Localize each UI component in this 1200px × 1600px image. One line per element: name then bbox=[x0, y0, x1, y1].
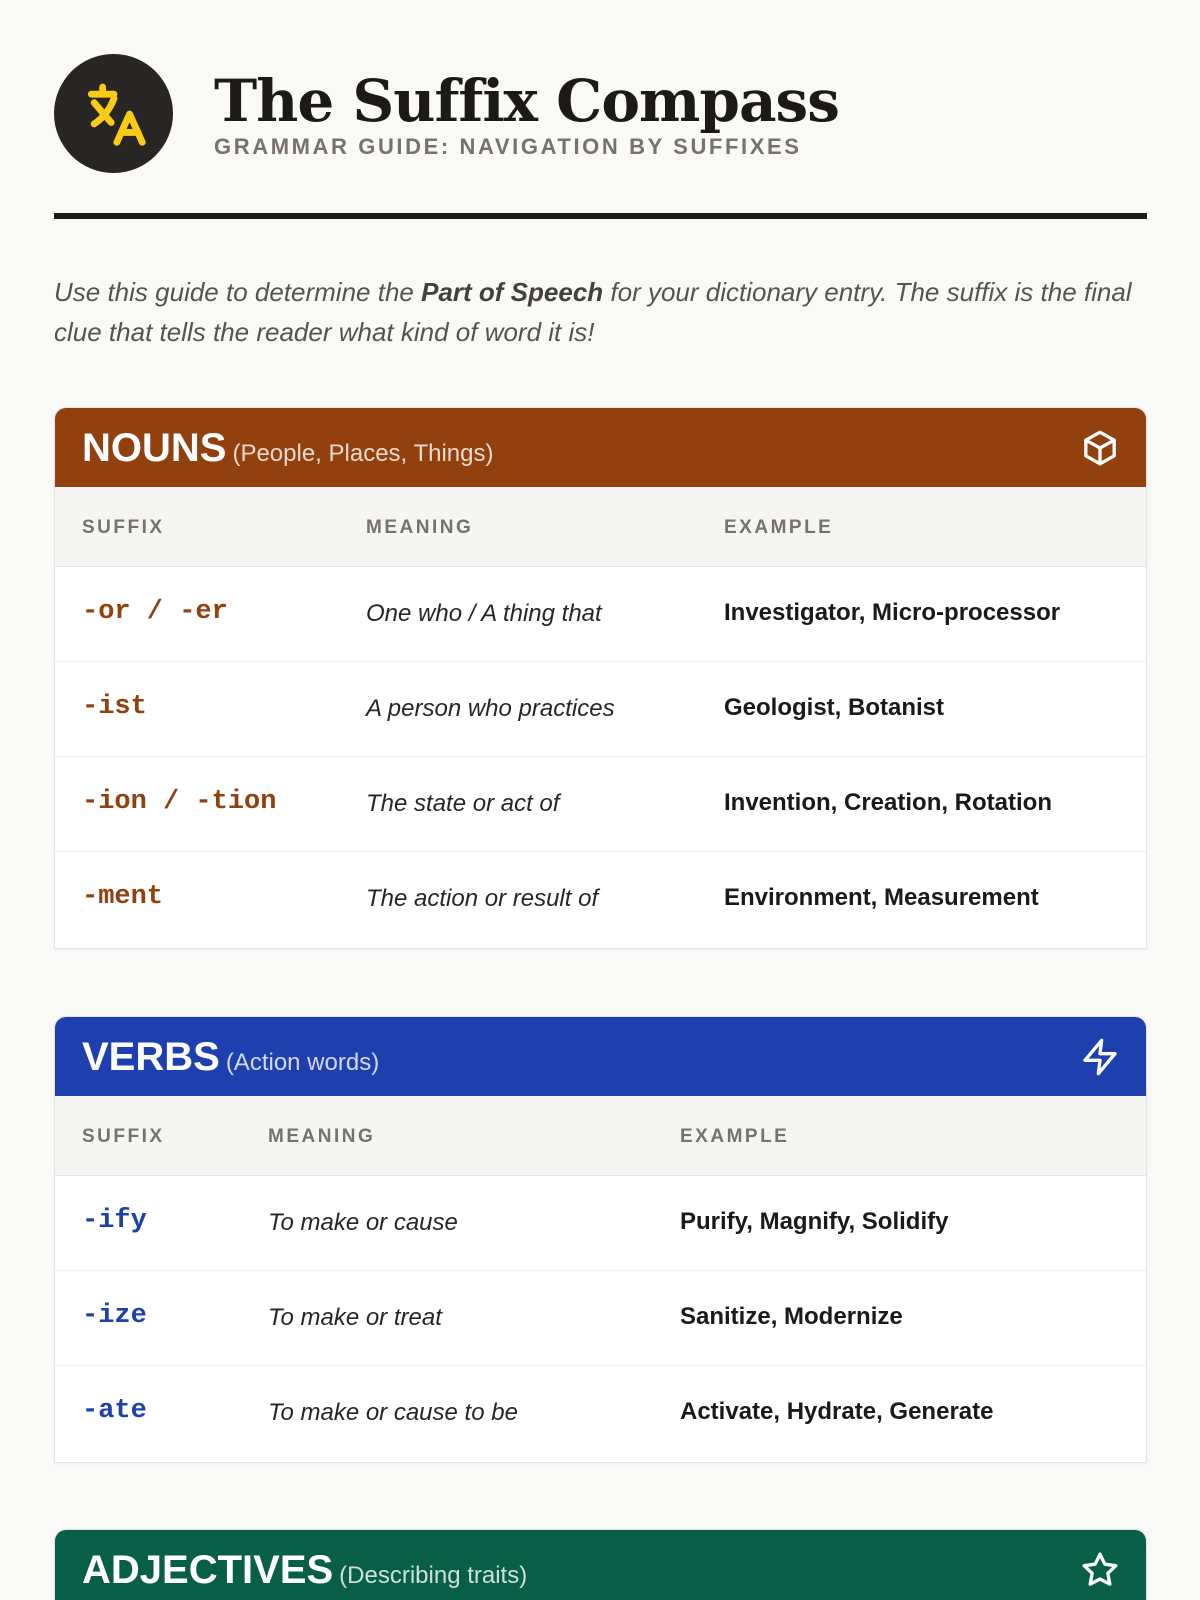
verbs-title-text: VERBS bbox=[82, 1035, 220, 1079]
example-cell: Activate, Hydrate, Generate bbox=[680, 1398, 994, 1425]
example-cell: Environment, Measurement bbox=[724, 884, 1039, 911]
column-header-meaning: MEANING bbox=[366, 517, 474, 538]
example-cell: Sanitize, Modernize bbox=[680, 1303, 903, 1330]
translate-icon bbox=[80, 80, 148, 148]
table-row bbox=[55, 567, 1146, 662]
column-header-meaning: MEANING bbox=[268, 1126, 376, 1147]
adjectives-header bbox=[55, 1530, 1146, 1600]
lightning-icon bbox=[1080, 1037, 1120, 1077]
verbs-section bbox=[54, 1016, 1147, 1463]
meaning-cell: To make or cause bbox=[268, 1209, 458, 1236]
example-cell: Investigator, Micro-processor bbox=[724, 599, 1061, 626]
table-row bbox=[55, 757, 1146, 852]
intro-emphasis: Part of Speech bbox=[421, 277, 604, 307]
page-title: The Suffix Compass bbox=[214, 67, 839, 135]
nouns-title-text: NOUNS bbox=[82, 426, 227, 470]
cube-icon bbox=[1080, 428, 1120, 468]
verbs-table-header bbox=[55, 1096, 1146, 1176]
table-row bbox=[55, 1366, 1146, 1461]
suffix-cell: -ion / -tion bbox=[82, 787, 277, 817]
example-cell: Geologist, Botanist bbox=[724, 694, 945, 721]
example-cell: Purify, Magnify, Solidify bbox=[680, 1208, 949, 1235]
nouns-title bbox=[82, 426, 493, 471]
suffix-cell: -ment bbox=[82, 882, 164, 912]
nouns-subtitle: (People, Places, Things) bbox=[232, 440, 494, 467]
page-subtitle: GRAMMAR GUIDE: NAVIGATION BY SUFFIXES bbox=[214, 134, 802, 159]
table-row bbox=[55, 852, 1146, 947]
suffix-cell: -ist bbox=[82, 692, 147, 722]
meaning-cell: A person who practices bbox=[366, 695, 615, 722]
adjectives-subtitle: (Describing traits) bbox=[339, 1562, 528, 1589]
header-divider bbox=[54, 213, 1147, 219]
column-header-suffix: SUFFIX bbox=[82, 517, 165, 538]
meaning-cell: To make or cause to be bbox=[268, 1399, 518, 1426]
table-row bbox=[55, 1176, 1146, 1271]
meaning-cell: To make or treat bbox=[268, 1304, 442, 1331]
suffix-cell: -ate bbox=[82, 1396, 147, 1426]
nouns-section bbox=[54, 407, 1147, 949]
nouns-table-header bbox=[55, 487, 1146, 567]
adjectives-title-text: ADJECTIVES bbox=[82, 1548, 334, 1592]
column-header-example: EXAMPLE bbox=[724, 517, 834, 538]
intro-before: Use this guide to determine the bbox=[54, 277, 422, 307]
star-icon bbox=[1080, 1550, 1120, 1590]
page bbox=[54, 0, 1147, 1592]
table-row bbox=[55, 1271, 1146, 1366]
verbs-header bbox=[55, 1017, 1146, 1096]
meaning-cell: The action or result of bbox=[366, 885, 599, 912]
verbs-subtitle: (Action words) bbox=[225, 1049, 380, 1076]
suffix-cell: -or / -er bbox=[82, 597, 228, 627]
nouns-header bbox=[55, 408, 1146, 487]
header bbox=[54, 0, 1147, 220]
suffix-cell: -ify bbox=[82, 1206, 147, 1236]
meaning-cell: The state or act of bbox=[366, 790, 560, 817]
suffix-cell: -ize bbox=[82, 1301, 147, 1331]
intro-text bbox=[54, 272, 1147, 352]
logo bbox=[54, 54, 173, 173]
column-header-example: EXAMPLE bbox=[680, 1126, 790, 1147]
verbs-title bbox=[82, 1035, 379, 1080]
table-row bbox=[55, 662, 1146, 757]
meaning-cell: One who / A thing that bbox=[366, 600, 602, 627]
adjectives-title bbox=[82, 1548, 527, 1593]
column-header-suffix: SUFFIX bbox=[82, 1126, 165, 1147]
intro-after: for your dictionary entry. The suffix is the final clue that tells the reader what kind of word it is! bbox=[54, 277, 1132, 347]
adjectives-section bbox=[54, 1529, 1147, 1600]
example-cell: Invention, Creation, Rotation bbox=[724, 789, 1052, 816]
